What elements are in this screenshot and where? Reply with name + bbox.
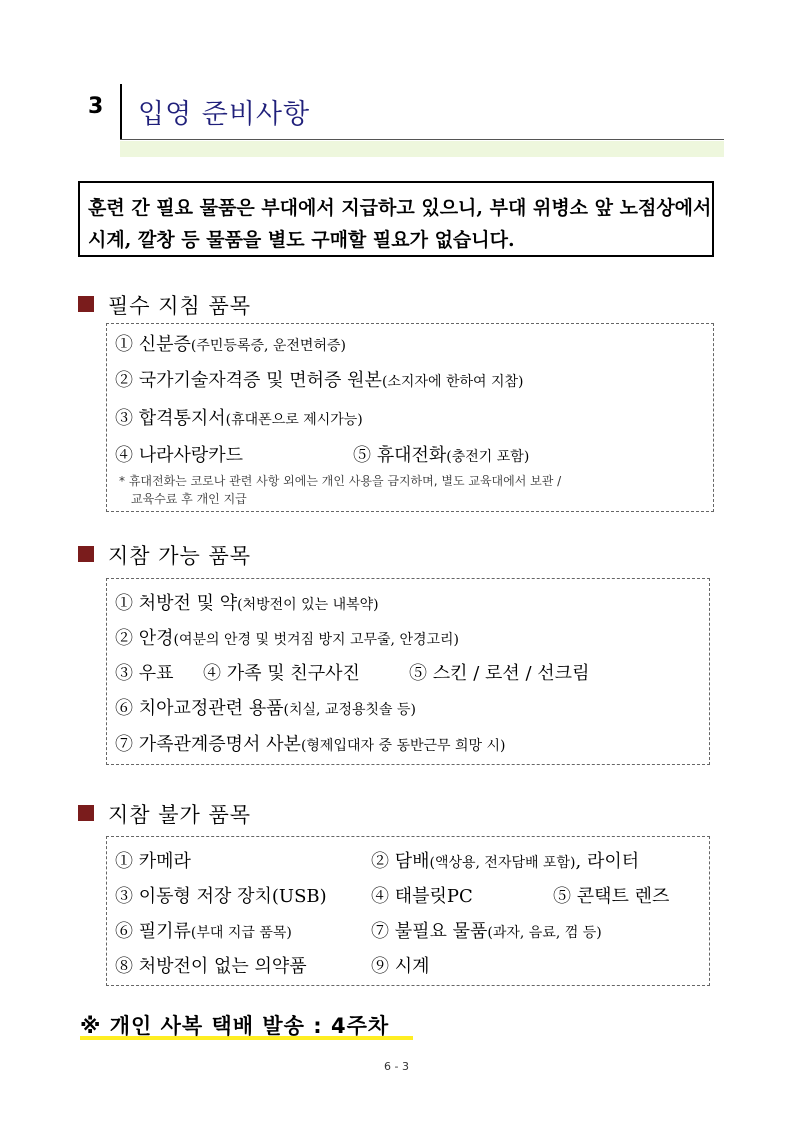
list-item: ⑦ 가족관계증명서 사본(형제입대자 중 동반근무 희망 시) [115, 734, 506, 755]
list-item: ② 국가기술자격증 및 면허증 원본(소지자에 한하여 지참) [115, 370, 524, 391]
section-band [120, 141, 724, 157]
section-number: 3 [88, 94, 104, 119]
list-item: ③ 합격통지서(휴대폰으로 제시가능) [115, 408, 363, 429]
page-number: 6 - 3 [384, 1060, 409, 1073]
list-item: ① 처방전 및 약(처방전이 있는 내복약) [115, 593, 379, 614]
shipping-note: ※ 개인 사복 택배 발송 : 4주차 [80, 1014, 390, 1038]
list-item: ⑧ 처방전이 없는 의약품 [115, 956, 307, 977]
list-item: ② 담배(액상용, 전자담배 포함), 라이터 [371, 851, 640, 872]
section-title: 입영 준비사항 [138, 99, 311, 130]
mandatory-note: 교육수료 후 개인 지급 [131, 492, 247, 506]
category-square-icon [78, 296, 94, 312]
notice-box [78, 181, 714, 257]
section-divider-vertical [120, 84, 122, 140]
list-item: ⑥ 필기류(부대 지급 품목) [115, 921, 292, 942]
list-item: ④ 나라사랑카드 [115, 445, 244, 466]
optional-title: 지참 가능 품목 [108, 544, 252, 568]
notice-line: 훈련 간 필요 물품은 부대에서 지급하고 있으니, 부대 위병소 앞 노점상에서 [88, 197, 712, 219]
list-item: ① 신분증(주민등록증, 운전면허증) [115, 334, 346, 355]
list-item: ⑦ 불필요 물품(과자, 음료, 껌 등) [371, 921, 602, 942]
list-item: ③ 이동형 저장 장치(USB) [115, 886, 327, 907]
prohibited-box [106, 836, 710, 986]
list-item: ① 카메라 [115, 851, 191, 872]
list-item: ④ 태블릿PC [371, 886, 473, 907]
list-item: ④ 가족 및 친구사진 [203, 663, 360, 684]
list-item: ③ 우표 [115, 663, 174, 684]
prohibited-title: 지참 불가 품목 [108, 803, 252, 827]
list-item: ⑤ 스킨 / 로션 / 선크림 [409, 663, 590, 684]
list-item: ② 안경(여분의 안경 및 벗겨짐 방지 고무줄, 안경고리) [115, 628, 460, 649]
notice-line: 시계, 깔창 등 물품을 별도 구매할 필요가 없습니다. [88, 229, 515, 251]
list-item: ⑥ 치아교정관련 용품(치실, 교정용칫솔 등) [115, 698, 417, 719]
list-item: ⑤ 휴대전화(충전기 포함) [353, 445, 530, 466]
category-square-icon [78, 805, 94, 821]
mandatory-box [106, 323, 714, 512]
mandatory-note: * 휴대전화는 코로나 관련 사항 외에는 개인 사용을 금지하며, 별도 교육대에서 보관 / [119, 474, 562, 488]
mandatory-title: 필수 지침 품목 [108, 294, 252, 318]
category-square-icon [78, 546, 94, 562]
section-divider-horizontal [120, 139, 724, 140]
optional-box [106, 578, 710, 765]
list-item: ⑤ 콘택트 렌즈 [553, 886, 670, 907]
list-item: ⑨ 시계 [371, 956, 430, 977]
